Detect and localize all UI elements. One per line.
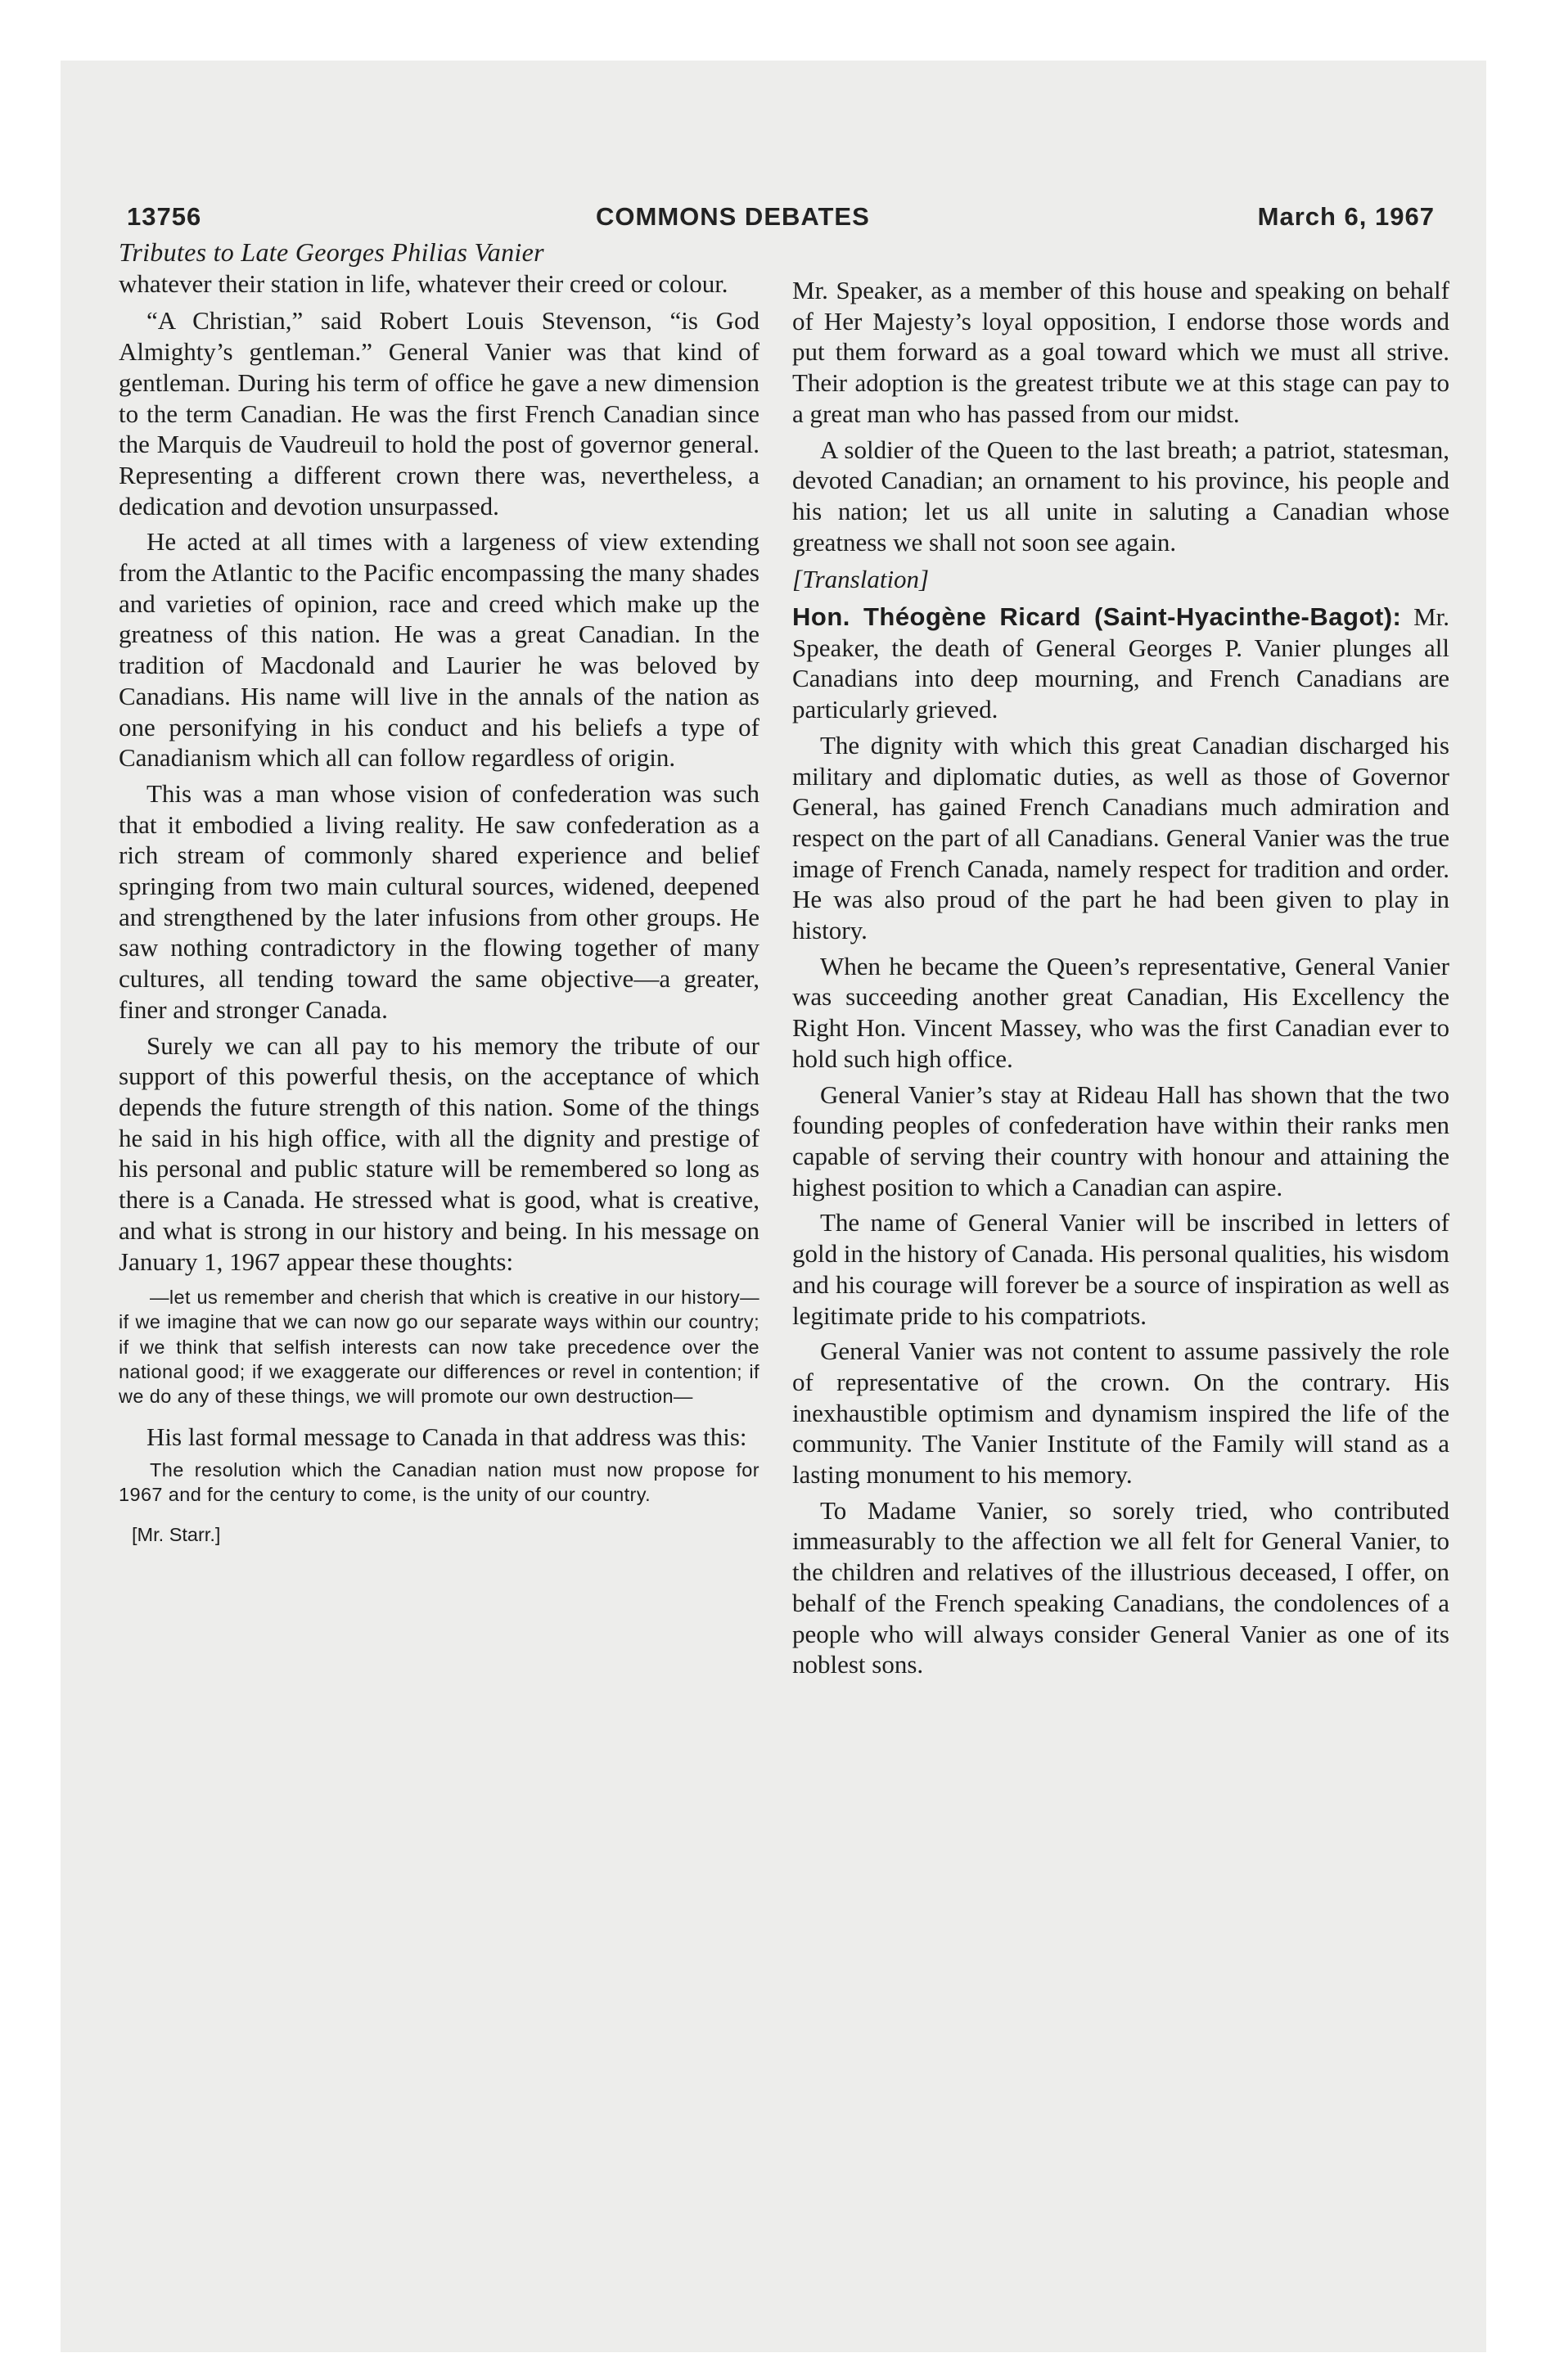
publication-title: COMMONS DEBATES [596,202,870,231]
speaker-tag: [Mr. Starr.] [132,1524,221,1546]
block-quote [119,1285,759,1409]
quote-text: —let us remember and cherish that which is creative in our history—if we imagine that we can now go our separate ways within our country; if we think that selfish interests can now take precedence over the national good; if we exaggerate our differences or revel in contention; if we do any of these things, we will promote our own destruction— [119,1287,759,1408]
right-column [792,275,1449,1680]
paragraph: whatever their station in life, whatever their creed or colour. [119,268,728,298]
paragraph: The name of General Vanier will be inscribed in letters of gold in the history of Canada. His personal qualities, his wisdom and his courage will forever be a source of inspiration as well as legitimate pride to his compatriots. [792,1208,1449,1330]
left-column [119,237,759,1551]
paragraph: General Vanier was not content to assume passively the role of representative of the crown. On the contrary. His inexhaustible optimism and dynamism inspired the life of the community. The Vanier Institute of the Family will stand as a lasting monument to his memory. [792,1336,1449,1490]
paragraph: Mr. Speaker, the death of General Georges P. Vanier plunges all Canadians into deep mourning, and French Canadians are particularly grieved. [792,602,1450,724]
paragraph: He acted at all times with a largeness of view extending from the Atlantic to the Pacific encompassing the many shades and varieties of opinion, race and creed which make up the greatness of this nation. He was a great Canadian. In the tradition of Macdonald and Laurier he was beloved by Canadians. His name will live in the annals of the nation as one personifying in his conduct and his beliefs a type of Canadianism which all can follow regardless of origin. [119,527,759,773]
speaker-name: Hon. Théogène Ricard (Saint-Hyacinthe-Bagot): [792,602,1402,632]
paragraph: When he became the Queen’s representative, General Vanier was succeeding another great Canadian, His Excellency the Right Hon. Vincent Massey, who was the first Canadian ever to hold such high office. [792,951,1449,1073]
block-quote [119,1458,759,1507]
paragraph: His last formal message to Canada in that address was this: [146,1422,747,1452]
section-title: Tributes to Late Georges Philias Vanier [119,237,544,267]
paragraph: To Madame Vanier, so sorely tried, who contributed immeasurably to the affection we all felt for General Vanier, to the children and relatives of the illustrious deceased, I offer, on behalf of the French speaking Canadians, the condolences of a people who will always consider General Vanier as one of its noblest sons. [792,1495,1449,1679]
speaker-paragraph [792,602,1449,725]
translation-tag: [Translation] [792,565,930,594]
paragraph: This was a man whose vision of confederation was such that it embodied a living reality. He saw confederation as a rich stream of commonly shared experience and belief springing from two main cultural sources, widened, deepened and strengthened by the later infusions from other groups. He saw nothing contradictory in the flowing together of many cultures, all tending toward the same objective—a greater, finer and stronger Canada. [119,778,759,1024]
quote-text: The resolution which the Canadian nation must now propose for 1967 and for the century to come, is the unity of our country. [119,1458,759,1506]
paragraph: Mr. Speaker, as a member of this house and speaking on behalf of Her Majesty’s loyal opposition, I endorse those words and put them forward as a goal toward which we must all strive. Their adoption is the greatest tribute we at this stage can pay to a great man who has passed from our midst. [792,276,1449,428]
paragraph: The dignity with which this great Canadian discharged his military and diplomatic duties, as well as those of Governor General, has gained French Canadians much admiration and respect on the part of all Canadians. General Vanier was the true image of French Canada, namely respect for tradition and order. He was also proud of the part he had been given to play in history. [792,730,1449,945]
page-date: March 6, 1967 [1257,202,1435,231]
page-number: 13756 [127,202,202,231]
paragraph: Surely we can all pay to his memory the tribute of our support of this powerful thesis, on the acceptance of which depends the future strength of this nation. Some of the things he said in his high office, with all the dignity and prestige of his personal and public stature will be remembered so long as there is a Canada. He stressed what is good, what is creative, and what is strong in our history and being. In his message on January 1, 1967 appear these thoughts: [119,1030,759,1276]
paragraph: A soldier of the Queen to the last breath; a patriot, statesman, devoted Canadian; an ornament to his province, his people and his nation; let us all unite in saluting a Canadian whose greatness we shall not soon see again. [792,435,1449,557]
paragraph: “A Christian,” said Robert Louis Stevenson, “is God Almighty’s gentleman.” General Vanier was that kind of gentleman. During his term of office he gave a new dimension to the term Canadian. He was the first French Canadian since the Marquis de Vaudreuil to hold the post of governor general. Representing a different crown there was, nevertheless, a dedication and devotion unsurpassed. [119,306,759,521]
paragraph: General Vanier’s stay at Rideau Hall has shown that the two founding peoples of confederation have within their ranks men capable of serving their country with honour and attaining the highest position to which a Canadian can aspire. [792,1080,1449,1201]
page-header [127,202,1436,235]
